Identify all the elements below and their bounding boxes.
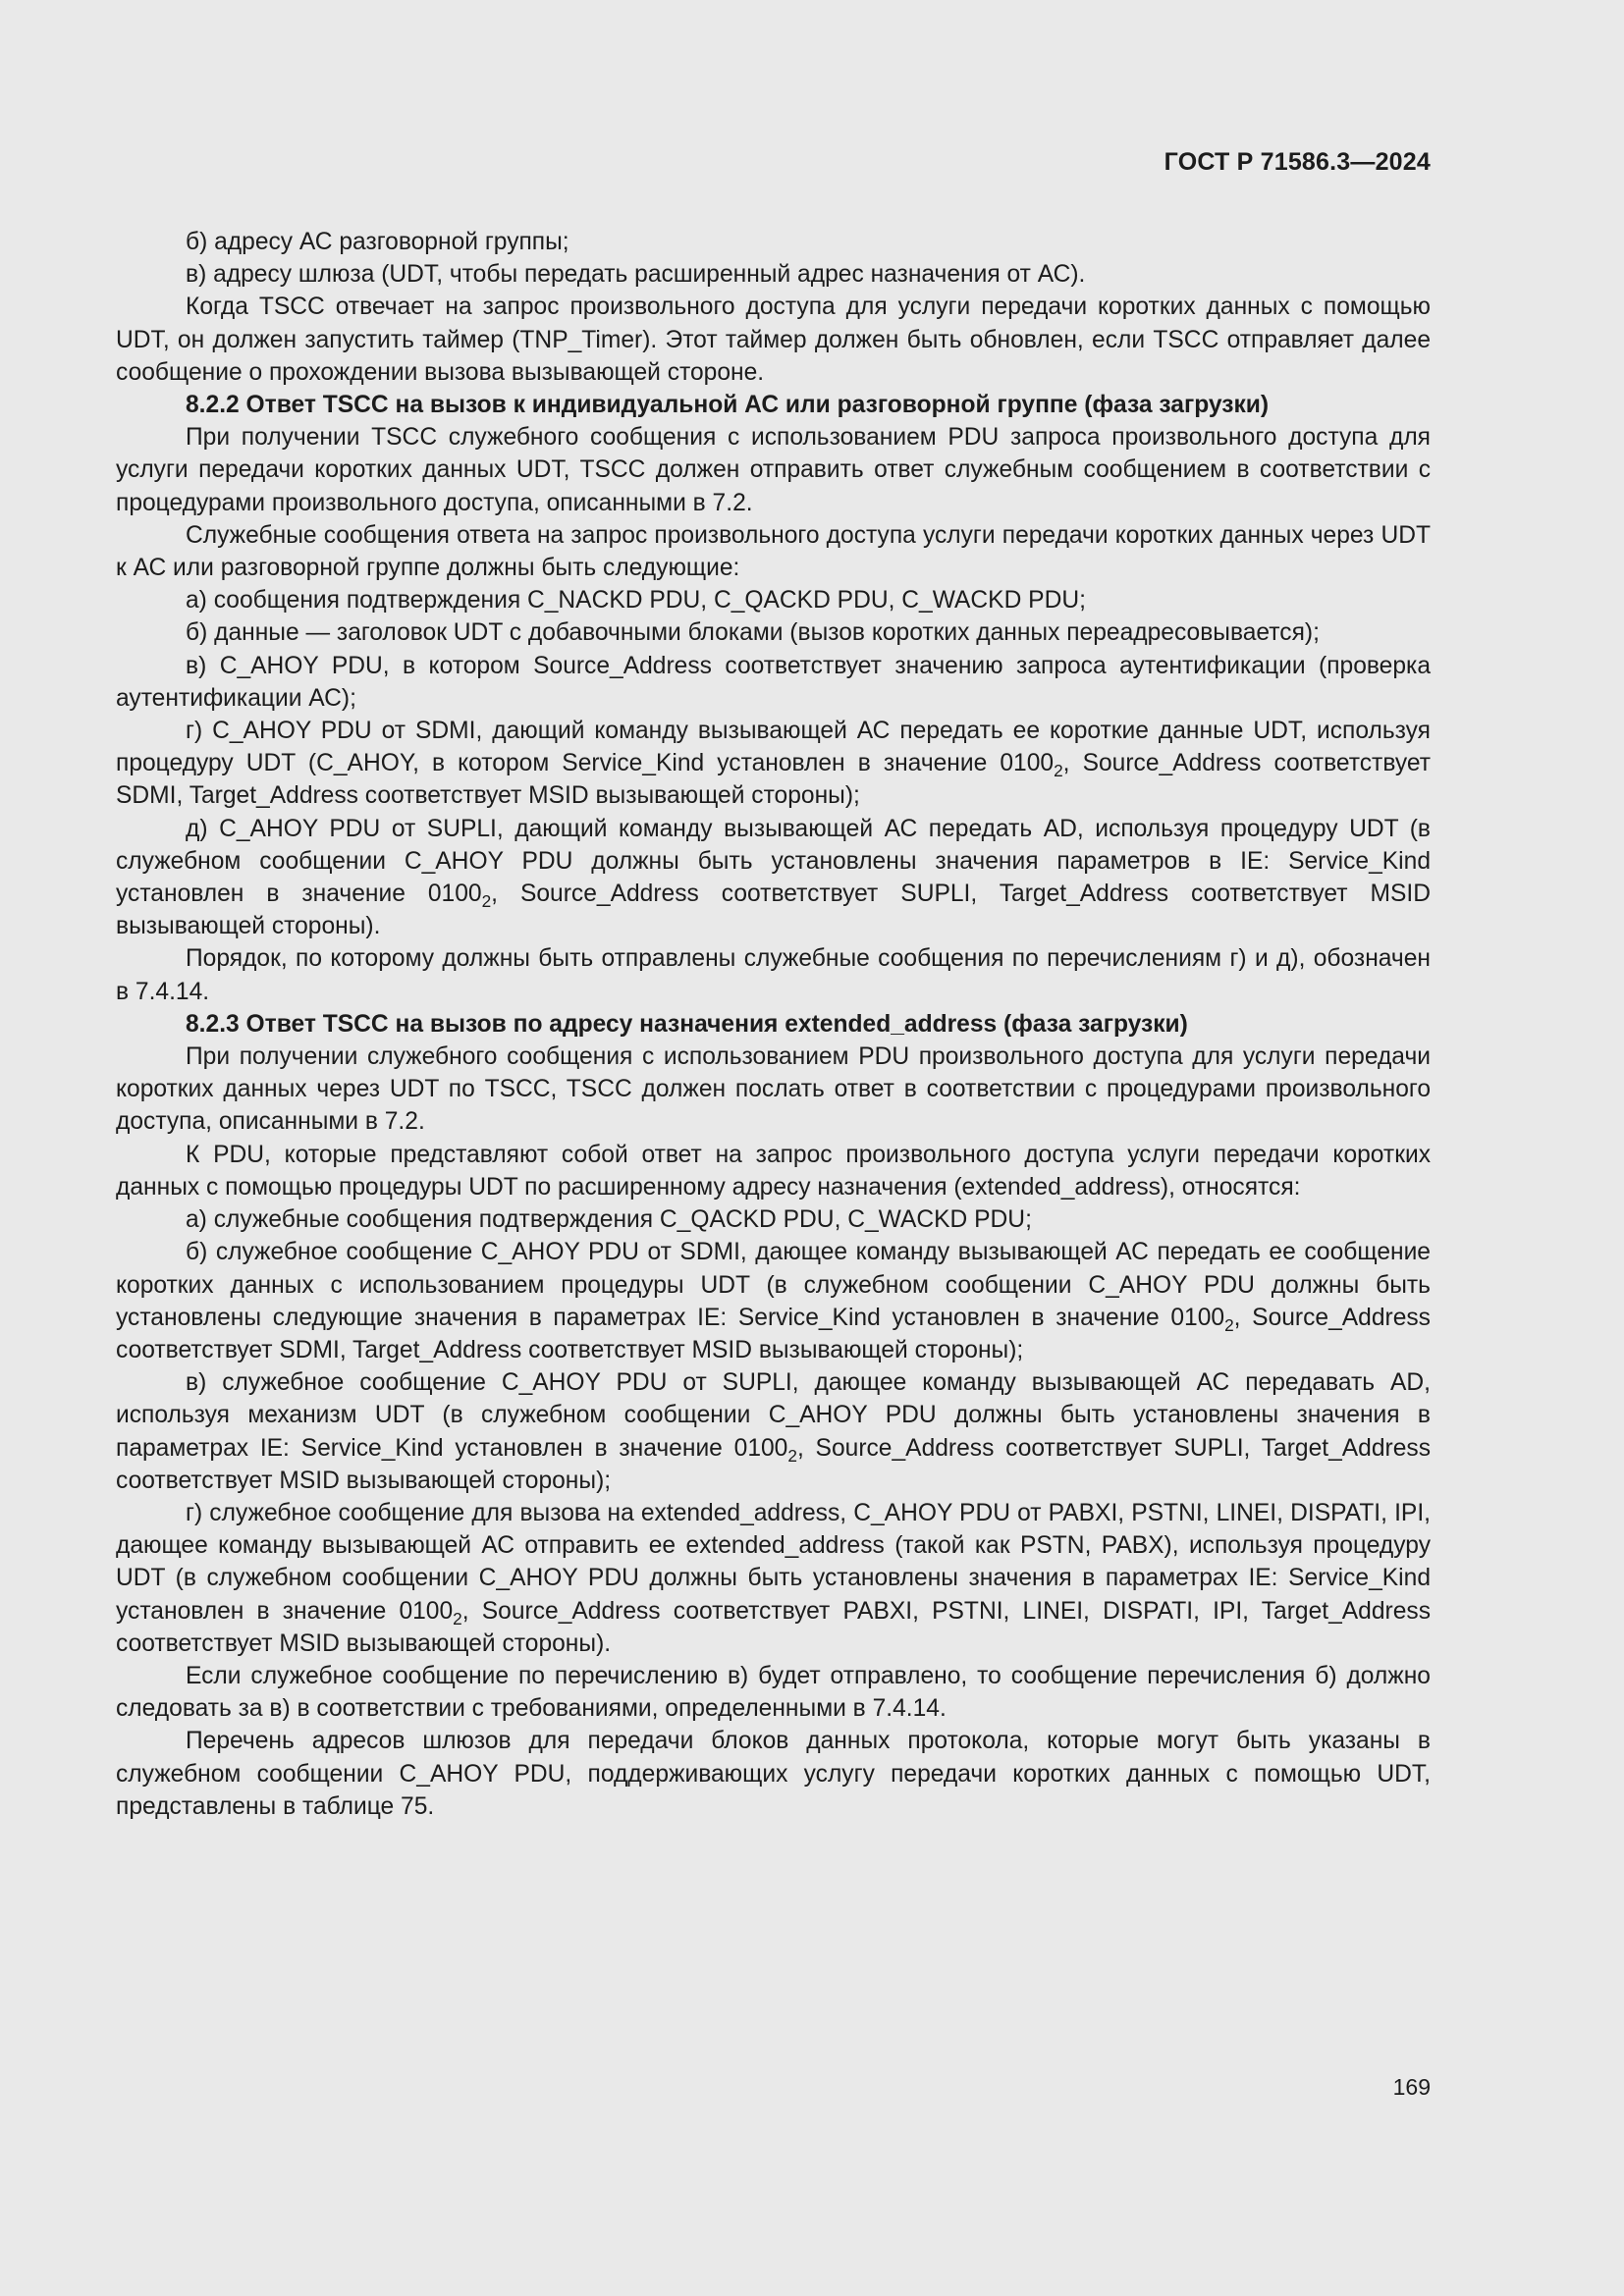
paragraph: б) служебное сообщение C_AHOY PDU от SDMI, дающее команду вызывающей АС передать ее сообщение коротких данных с использованием процедуры UDT (в служебном сообщении C_AHOY PDU должны быть установлены следующие значения в параметрах IE: Service_Kind установлен в значение $0100_2$, Source_Address соответствует SDMI, Target_Address соответствует MSID вызывающей стороны); xyxy=(116,1239,1431,1363)
document-id-header: ГОСТ Р 71586.3—2024 xyxy=(1164,148,1431,176)
paragraph: При получении TSCC служебного сообщения с использованием PDU запроса произвольного доступа для услуги передачи коротких данных UDT, TSCC должен отправить ответ служебным сообщением в соответствии с процедурами произвольного доступа, описанными в 7.2. xyxy=(116,424,1431,516)
paragraph: а) сообщения подтверждения C_NACKD PDU, C_QACKD PDU, C_WACKD PDU; xyxy=(186,587,1086,614)
paragraph: При получении служебного сообщения с использованием PDU произвольного доступа для услуги передачи коротких данных через UDT по TSCC, TSCC должен послать ответ в соответствии с процедурами произвольного доступа, описанными в 7.2. xyxy=(116,1043,1431,1136)
paragraph: Когда TSCC отвечает на запрос произвольного доступа для услуги передачи коротких данных с помощью UDT, он должен запустить таймер (TNP_Timer). Этот таймер должен быть обновлен, если TSCC отправляет далее сообщение о прохождении вызова вызывающей стороне. xyxy=(116,294,1431,386)
paragraph: г) служебное сообщение для вызова на extended_address, C_AHOY PDU от PABXI, PSTNI, LINEI, DISPATI, IPI, дающее команду вызывающей АС отправить ее extended_address (такой как PSTN, PABX), используя процедуру UDT (в служебном сообщении C_AHOY PDU должны быть установлены значения в параметрах IE: Service_Kind установлен в значение $0100_2$, Source_Address соответствует PABXI, PSTNI, LINEI, DISPATI, IPI, Target_Address соответствует MSID вызывающей стороны). xyxy=(116,1499,1431,1657)
paragraph: г) C_AHOY PDU от SDMI, дающий команду вызывающей АС передать ее короткие данные UDT, используя процедуру UDT (C_AHOY, в котором Service_Kind установлен в значение $0100_2$, Source_Address соответствует SDMI, Target_Address соответствует MSID вызывающей стороны); xyxy=(116,718,1431,810)
paragraph: в) служебное сообщение C_AHOY PDU от SUPLI, дающее команду вызывающей АС передавать AD, используя механизм UDT (в служебном сообщении C_AHOY PDU должны быть установлены значения в параметрах IE: Service_Kind установлен в значение $0100_2$, Source_Address соответствует SUPLI, Target_Address соответствует MSID вызывающей стороны); xyxy=(116,1369,1431,1494)
paragraph: в) адресу шлюза (UDT, чтобы передать расширенный адрес назначения от АС). xyxy=(186,261,1086,289)
paragraph: д) C_AHOY PDU от SUPLI, дающий команду вызывающей АС передать AD, используя процедуру UDT (в служебном сообщении C_AHOY PDU должны быть установлены значения параметров в IE: Service_Kind установлен в значение $0100_2$, Source_Address соответствует SUPLI, Target_Address соответствует MSID вызывающей стороны). xyxy=(116,815,1431,940)
section-heading: 8.2.2 Ответ TSCC на вызов к индивидуальной АС или разговорной группе (фаза загрузки) xyxy=(186,392,1270,419)
paragraph: б) данные — заголовок UDT с добавочными блоками (вызов коротких данных переадресовывается); xyxy=(186,619,1320,647)
paragraph: б) адресу АС разговорной группы; xyxy=(186,229,569,255)
paragraph: а) служебные сообщения подтверждения C_QACKD PDU, C_WACKD PDU; xyxy=(186,1206,1032,1234)
body-text xyxy=(116,226,1431,1823)
section-heading: 8.2.3 Ответ TSCC на вызов по адресу назначения extended_address (фаза загрузки) xyxy=(186,1010,1188,1038)
paragraph: К PDU, которые представляют собой ответ на запрос произвольного доступа услуги передачи коротких данных с помощью процедуры UDT по расширенному адресу назначения (extended_address), относятся: xyxy=(116,1141,1431,1201)
paragraph: Служебные сообщения ответа на запрос произвольного доступа услуги передачи коротких данных через UDT к АС или разговорной группе должны быть следующие: xyxy=(116,521,1431,582)
page-number: 169 xyxy=(1392,2074,1431,2100)
paragraph: в) C_AHOY PDU, в котором Source_Address соответствует значению запроса аутентификации (проверка аутентификации АС); xyxy=(116,652,1431,712)
paragraph: Перечень адресов шлюзов для передачи блоков данных протокола, которые могут быть указаны в служебном сообщении C_AHOY PDU, поддерживающих услугу передачи коротких данных с помощью UDT, представлены в таблице 75. xyxy=(116,1728,1431,1820)
paragraph: Порядок, по которому должны быть отправлены служебные сообщения по перечислениям г) и д), обозначен в 7.4.14. xyxy=(116,945,1431,1005)
paragraph: Если служебное сообщение по перечислению в) будет отправлено, то сообщение перечисления б) должно следовать за в) в соответствии с требованиями, определенными в 7.4.14. xyxy=(116,1662,1431,1723)
